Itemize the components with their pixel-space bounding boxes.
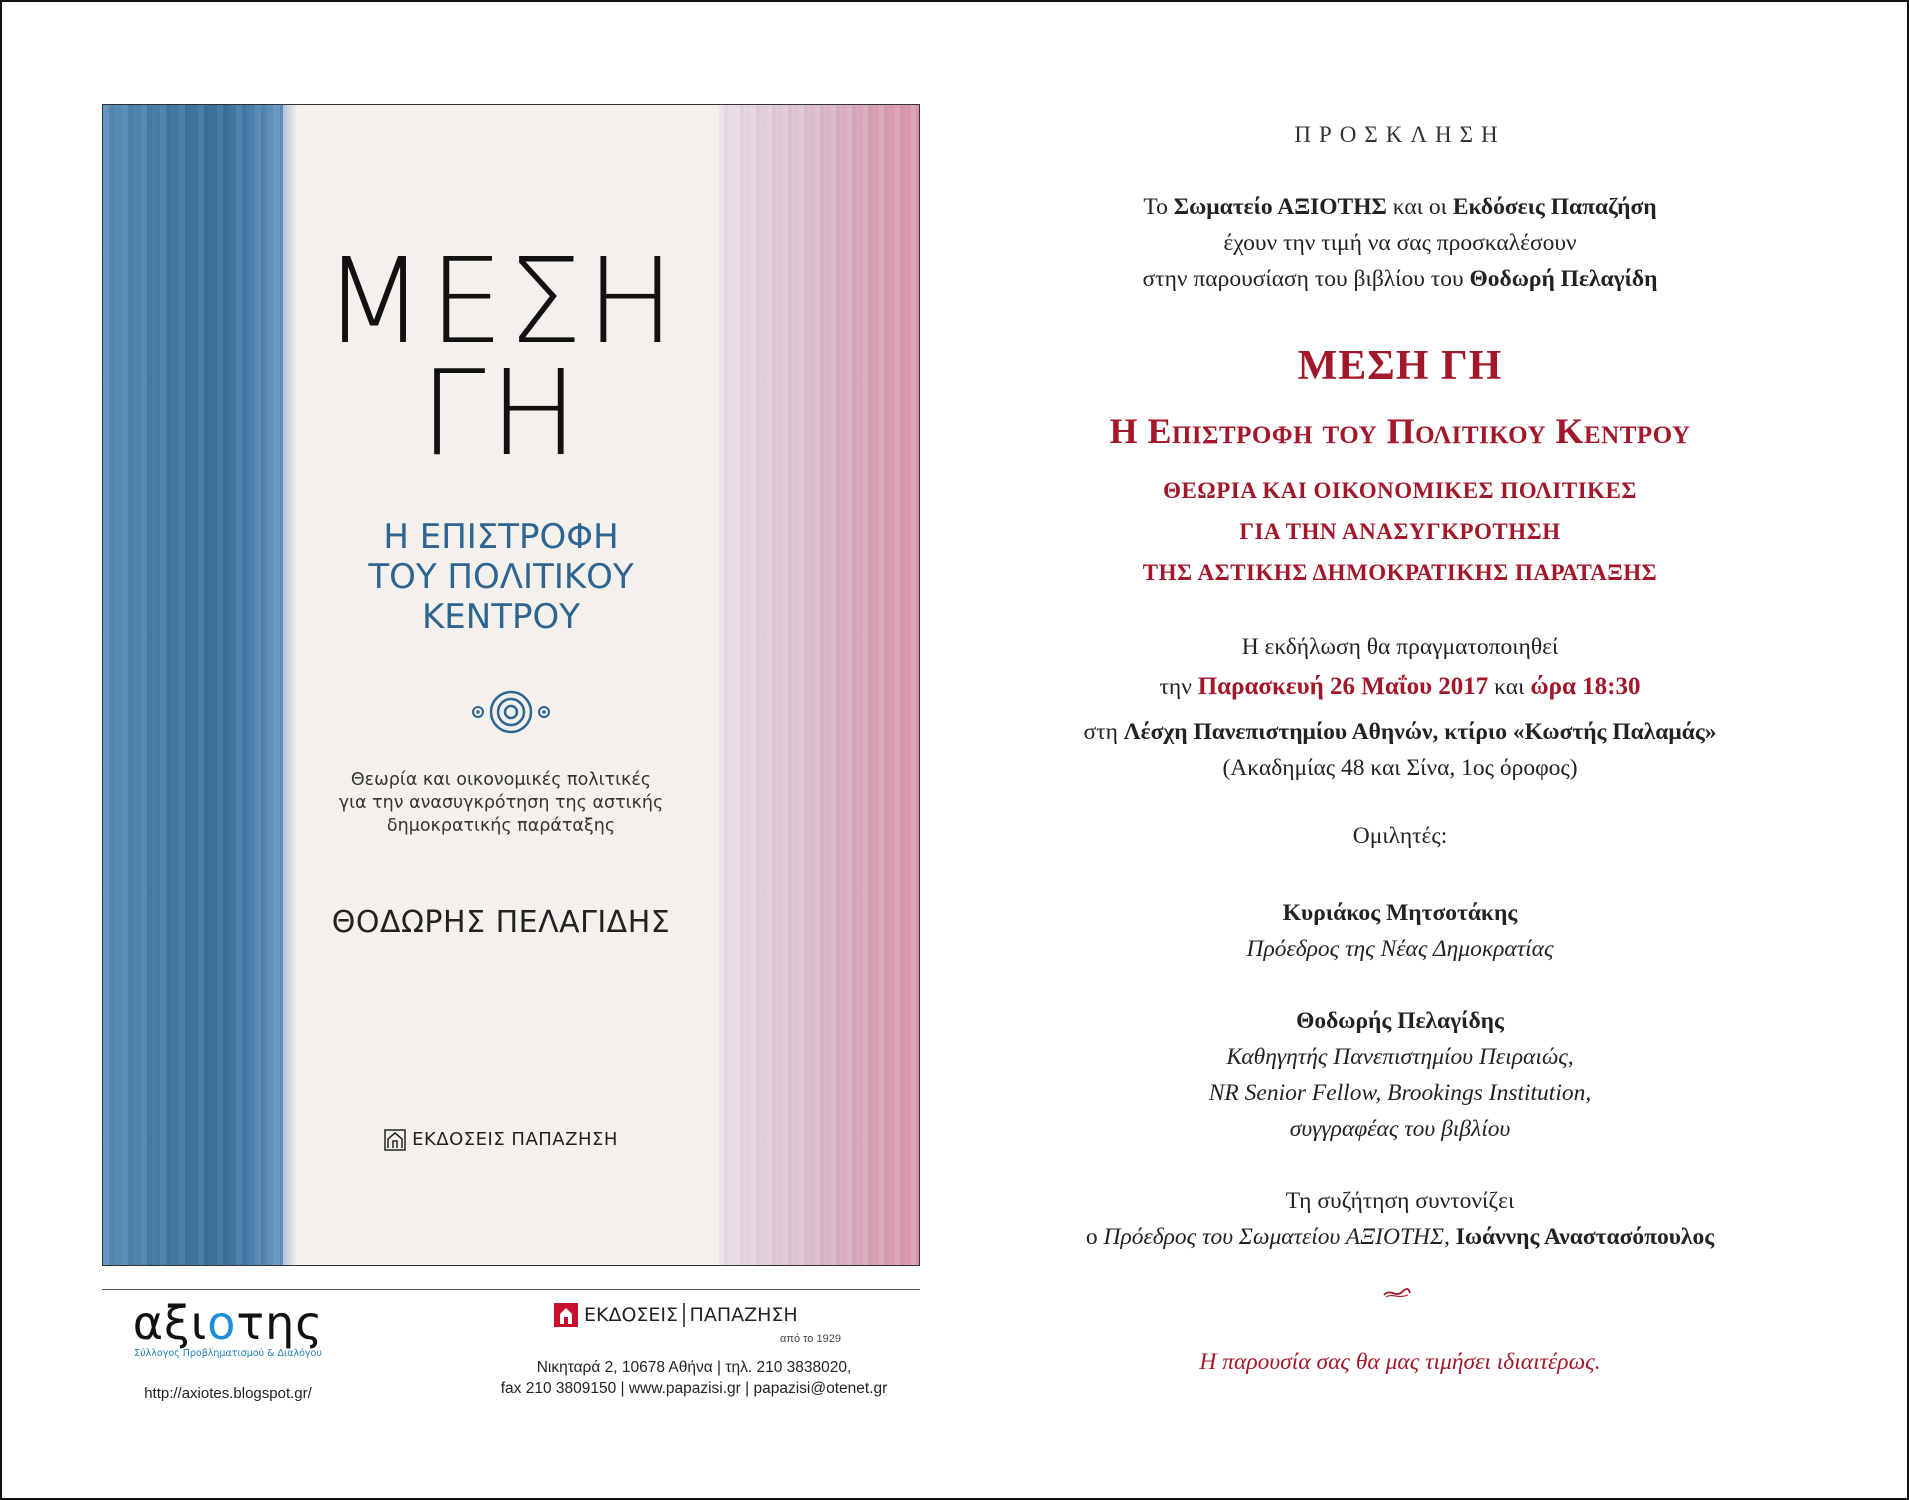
cover-publisher: ΕΚΔΟΣΕΙΣ ΠΑΠΑΖΗΣΗ [283,1129,719,1151]
axiotes-tagline: Σύλλογος Προβληματισμού & Διαλόγου [134,1348,322,1359]
publisher-house-icon [384,1129,406,1151]
speaker-2: Θοδωρής Πελαγίδης Καθηγητής Πανεπιστημίου Πειραιώς, NR Senior Fellow, Brookings Institution, συγγραφέας του βιβλίου [1208,1008,1592,1142]
divider-line [102,1289,920,1290]
papazisi-logo: ΕΚΔΟΣΕΙΣ ΠΑΠΑΖΗΣΗ [554,1303,798,1327]
closing-line: Η παρουσία σας θα μας τιμήσει ιδιαιτέρως. [1199,1349,1601,1375]
concentric-circles-icon [468,690,554,734]
cover-blue-stripe [103,105,283,1265]
book-tagline: ΘΕΩΡΙΑ ΚΑΙ ΟΙΚΟΝΟΜΙΚΕΣ ΠΟΛΙΤΙΚΕΣ ΓΙΑ ΤΗΝ ΑΝΑΣΥΓΚΡΟΤΗΣΗ ΤΗΣ ΑΣΤΙΚΗΣ ΔΗΜΟΚΡΑΤΙΚΗΣ ΠΑΡΑΤΑΞΗΣ [1142,478,1658,585]
cover-pink-stripe [719,105,919,1265]
moderator: Τη συζήτηση συντονίζει ο Πρόεδρος του Σωματείου ΑΞΙΟΤΗΣ, Ιωάννης Αναστασόπουλος [1085,1188,1715,1250]
cover-description: Θεωρία και οικονομικές πολιτικές για την ανασυγκρότηση της αστικής δημοκρατικής παράταξης [338,770,664,836]
flourish-ornament-icon [1382,1286,1412,1300]
cover-title: ΜΕΣΗ ΓΗ [323,232,679,482]
speakers-label: Ομιλητές: [1352,823,1448,849]
book-subtitle: Η Επιστροφη του Πολιτικου Κεντρου [1109,411,1691,451]
axiotes-url[interactable]: http://axiotes.blogspot.gr/ [144,1385,312,1402]
invitation-heading: ΠΡΟΣΚΛΗΣΗ [1294,122,1506,147]
book-title: ΜΕΣΗ ΓΗ [1297,343,1503,389]
papazisi-since: από το 1929 [780,1333,841,1345]
papazisi-house-icon [554,1303,578,1327]
event-location: στη Λέσχη Πανεπιστημίου Αθηνών, κτίριο «Κωστής Παλαμάς» (Ακαδημίας 48 και Σίνα, 1ος όροφος) [1083,719,1717,781]
speaker-1: Κυριάκος Μητσοτάκης Πρόεδρος της Νέας Δημοκρατίας [1246,900,1554,962]
cover-author: ΘΟΔΩΡΗΣ ΠΕΛΑΓΙΔΗΣ [331,905,671,940]
invitation-intro: Το Σωματείο ΑΞΙΟΤΗΣ και οι Εκδόσεις Παπαζήση έχουν την τιμή να σας προσκαλέσουν στην παρουσίαση του βιβλίου του Θοδωρή Πελαγίδη [1142,194,1658,292]
papazisi-contact: Νικηταρά 2, 10678 Αθήνα | τηλ. 210 3838020, fax 210 3809150 | www.papazisi.gr | papazisi@otenet.gr [500,1359,888,1397]
event-datetime: Η εκδήλωση θα πραγματοποιηθεί την Παρασκευή 26 Μαΐου 2017 και ώρα 18:30 [1159,634,1641,700]
axiotes-logo: αξιοτης Σύλλογος Προβληματισμού & Διαλόγου [128,1298,328,1359]
cover-subtitle: Η ΕΠΙΣΤΡΟΦΗ ΤΟΥ ΠΟΛΙΤΙΚΟΥ ΚΕΝΤΡΟΥ [368,517,634,637]
book-cover [102,104,920,1266]
